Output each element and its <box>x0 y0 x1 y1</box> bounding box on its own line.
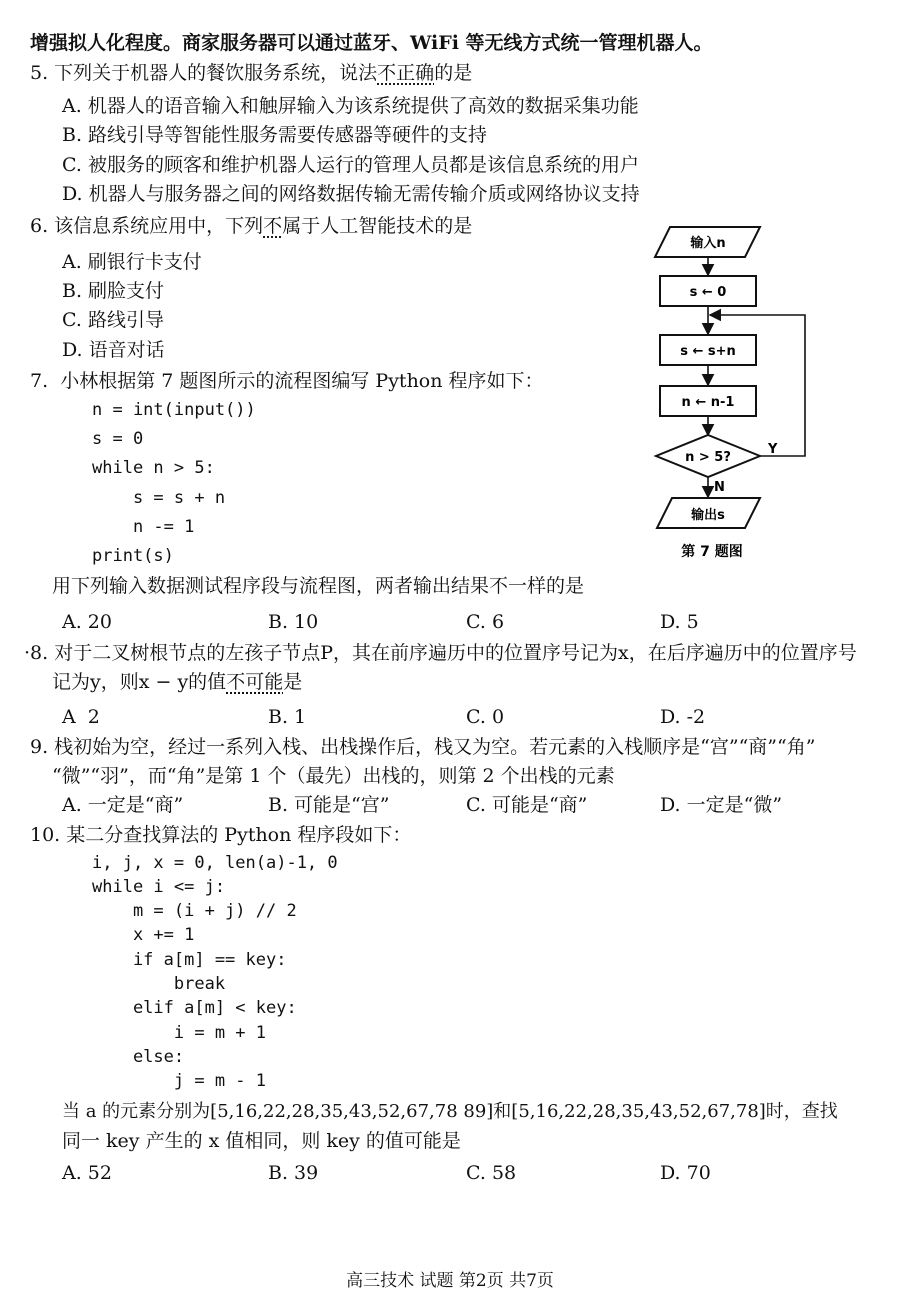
q7-code-line-1: n = int(input()) <box>92 400 256 420</box>
flowchart-output-parallelogram <box>657 498 760 528</box>
q8-line-2-before: 记为y，则x − y的值 <box>52 671 227 693</box>
flowchart-condition-label: n > 5? <box>685 450 731 465</box>
q10-option-a: A. 52 <box>62 1162 112 1184</box>
flowchart-dec-box <box>660 386 756 416</box>
q6-option-d: D. 语音对话 <box>62 339 165 361</box>
q5-option-a: A. 机器人的语音输入和触屏输入为该系统提供了高效的数据采集功能 <box>62 95 639 117</box>
q10-code-line-8: i = m + 1 <box>92 1023 266 1043</box>
q8-line-2-after: 是 <box>283 671 303 693</box>
q5-option-b: B. 路线引导等智能性服务需要传感器等硬件的支持 <box>62 124 488 146</box>
q10-code-line-6: break <box>92 974 226 994</box>
q5-stem <box>30 60 472 86</box>
flowchart-output-label: 输出s <box>691 508 725 523</box>
q8-line-2 <box>52 669 302 695</box>
q7-code-line-3: while n > 5: <box>92 458 215 478</box>
paragraph-continuation: 增强拟人化程度。商家服务器可以通过蓝牙、WiFi 等无线方式统一管理机器人。 <box>30 32 713 54</box>
q10-option-b: B. 39 <box>268 1162 319 1184</box>
q10-code-line-5: if a[m] == key: <box>92 950 287 970</box>
q10-option-d: D. 70 <box>660 1162 711 1184</box>
q9-line-1: 9. 栈初始为空，经过一系列入栈、出栈操作后，栈又为空。若元素的入栈顺序是“宫”“商”“角” <box>30 736 816 758</box>
q8-line-1: ·8. 对于二叉树根节点的左孩子节点P，其在前序遍历中的位置序号记为x，在后序遍历中的位置序号 <box>24 642 857 664</box>
q6-stem-emphasis: 不 <box>263 215 283 237</box>
q7-code-line-2: s = 0 <box>92 429 144 449</box>
page-footer: 高三技术 试题 第2页 共7页 <box>346 1271 554 1291</box>
flowchart-add-box <box>660 335 756 365</box>
q6-option-c: C. 路线引导 <box>62 309 164 331</box>
q7-stem: 7. 小林根据第 7 题图所示的流程图编写 Python 程序如下： <box>30 370 544 392</box>
flowchart-add-label: s ← s+n <box>680 344 736 359</box>
q7-option-b: B. 10 <box>268 611 319 633</box>
q7-question: 用下列输入数据测试程序段与流程图，两者输出结果不一样的是 <box>52 575 585 597</box>
q10-code-line-10: j = m - 1 <box>92 1071 266 1091</box>
q6-option-a: A. 刷银行卡支付 <box>62 251 202 273</box>
flowchart-no-label: N <box>714 480 725 495</box>
flowchart-yes-label: Y <box>768 442 778 457</box>
q10-stem: 10. 某二分查找算法的 Python 程序段如下： <box>30 824 412 846</box>
q9-line-2: “微”“羽”，而“角”是第 1 个（最先）出栈的，则第 2 个出栈的元素 <box>52 765 615 787</box>
q7-option-d: D. 5 <box>660 611 699 633</box>
q8-option-c: C. 0 <box>466 706 505 728</box>
q9-option-c: C. 可能是“商” <box>466 794 588 816</box>
flowchart-init-box <box>660 276 756 306</box>
q9-option-a: A. 一定是“商” <box>62 794 184 816</box>
q8-option-b: B. 1 <box>268 706 307 728</box>
flowchart <box>640 215 830 565</box>
q5-stem-emphasis: 不正确 <box>377 62 435 84</box>
q7-code-line-5: n -= 1 <box>92 517 195 537</box>
q5-option-c: C. 被服务的顾客和维护机器人运行的管理人员都是该信息系统的用户 <box>62 154 639 176</box>
flowchart-input-label: 输入n <box>690 236 726 251</box>
q7-option-c: C. 6 <box>466 611 505 633</box>
q7-option-a: A. 20 <box>62 611 112 633</box>
q10-line-1: 当 a 的元素分别为[5,16,22,28,35,43,52,67,78 89]和[5,16,22,28,35,43,52,67,78]时，查找 <box>62 1101 838 1122</box>
q8-option-d: D. -2 <box>660 706 706 728</box>
q5-option-d: D. 机器人与服务器之间的网络数据传输无需传输介质或网络协议支持 <box>62 183 640 205</box>
q10-code-line-1: i, j, x = 0, len(a)-1, 0 <box>92 853 338 873</box>
q10-code-line-4: x += 1 <box>92 925 195 945</box>
flowchart-dec-label: n ← n-1 <box>681 395 735 410</box>
flowchart-input-parallelogram <box>655 227 760 257</box>
q8-option-a: A 2 <box>62 706 100 728</box>
q6-stem-before: 6. 该信息系统应用中，下列 <box>30 215 264 237</box>
q6-stem <box>30 213 472 239</box>
q5-stem-before: 5. 下列关于机器人的餐饮服务系统，说法 <box>30 62 378 84</box>
q9-option-b: B. 可能是“宫” <box>268 794 390 816</box>
q10-code-line-3: m = (i + j) // 2 <box>92 901 297 921</box>
q10-option-c: C. 58 <box>466 1162 517 1184</box>
q7-code-line-4: s = s + n <box>92 488 226 508</box>
q10-code-line-2: while i <= j: <box>92 877 226 897</box>
q10-line-2: 同一 key 产生的 x 值相同，则 key 的值可能是 <box>62 1130 461 1152</box>
q8-line-2-emphasis: 不可能 <box>226 671 284 693</box>
q6-option-b: B. 刷脸支付 <box>62 280 165 302</box>
q9-option-d: D. 一定是“微” <box>660 794 783 816</box>
flowchart-init-label: s ← 0 <box>689 285 727 300</box>
flowchart-condition-diamond <box>656 435 760 477</box>
q10-code-line-7: elif a[m] < key: <box>92 998 297 1018</box>
flowchart-caption: 第 7 题图 <box>681 544 743 560</box>
q10-code-line-9: else: <box>92 1047 185 1067</box>
q7-code-line-6: print(s) <box>92 546 174 566</box>
q5-stem-after: 的是 <box>434 62 473 84</box>
q6-stem-after: 属于人工智能技术的是 <box>282 215 473 237</box>
